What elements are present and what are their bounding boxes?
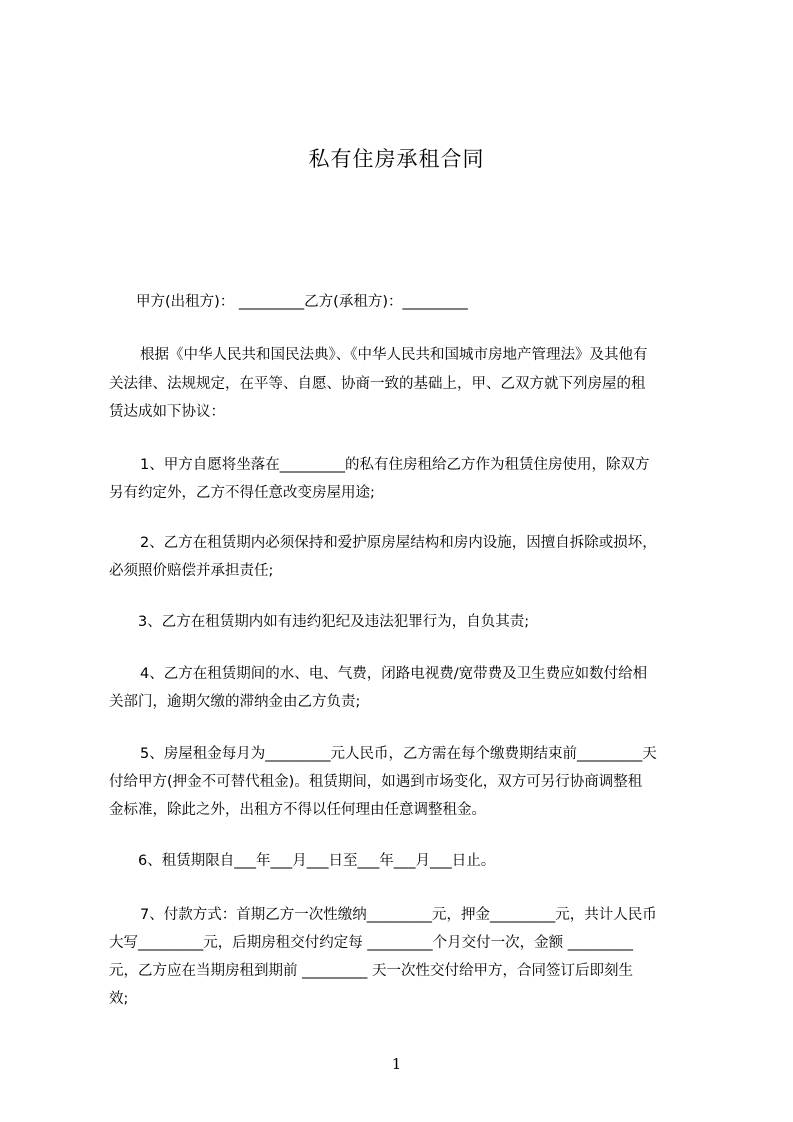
clause-2-line: 必须照价赔偿并承担责任;	[109, 563, 274, 579]
clause-6-line: 6、租赁期限自___年___月___日至___年___月___日止。	[138, 853, 496, 869]
clause-7-line: 元，乙方应在当期房租到期前 _________ 天一次性交付给甲方，合同签订后即刻生	[109, 963, 633, 979]
clause-5-line: 金标准，除此之外，出租方不得以任何理由任意调整租金。	[109, 802, 486, 818]
clause-4-line: 4、乙方在租赁期间的水、电、气费，闭路电视费/宽带费及卫生费应如数付给相	[140, 666, 648, 682]
clause-2-line: 2、乙方在租赁期内必须保持和爱护原房屋结构和房内设施，因擅自拆除或损坏，	[140, 535, 657, 551]
clause-5-line: 5、房屋租金每月为_________元人民币，乙方需在每个缴费期结束前_________天	[140, 746, 657, 762]
clause-7-line: 大写_________元，后期房租交付约定每 _________个月交付一次，金额 _________	[109, 935, 633, 951]
clause-1-line: 另有约定外，乙方不得任意改变房屋用途;	[109, 485, 375, 501]
clause-7-line: 效;	[109, 991, 129, 1007]
preamble-line: 关法律、法规规定，在平等、自愿、协商一致的基础上，甲、乙双方就下列房屋的租	[109, 376, 646, 392]
clause-3-line: 3、乙方在租赁期内如有违约犯纪及违法犯罪行为，自负其责;	[138, 614, 530, 630]
preamble-line: 赁达成如下协议：	[109, 404, 225, 420]
clause-1-line: 1、甲方自愿将坐落在_________的私有住房租给乙方作为租赁住房使用，除双方	[140, 457, 650, 473]
parties-line: 甲方(出租方)： _________乙方(承租方)：_________	[136, 294, 468, 310]
document-title: 私有住房承租合同	[308, 147, 485, 171]
preamble-line: 根据《中华人民共和国民法典》、《中华人民共和国城市房地产管理法》及其他有	[140, 347, 648, 363]
clause-5-line: 付给甲方(押金不可替代租金)。租赁期间，如遇到市场变化，双方可另行协商调整租	[109, 774, 643, 790]
page-number: 1	[391, 1055, 402, 1073]
clause-7-line: 7、付款方式：首期乙方一次性缴纳_________元，押金_________元，共计人民币	[140, 907, 657, 923]
clause-4-line: 关部门，逾期欠缴的滞纳金由乙方负责;	[109, 694, 361, 710]
